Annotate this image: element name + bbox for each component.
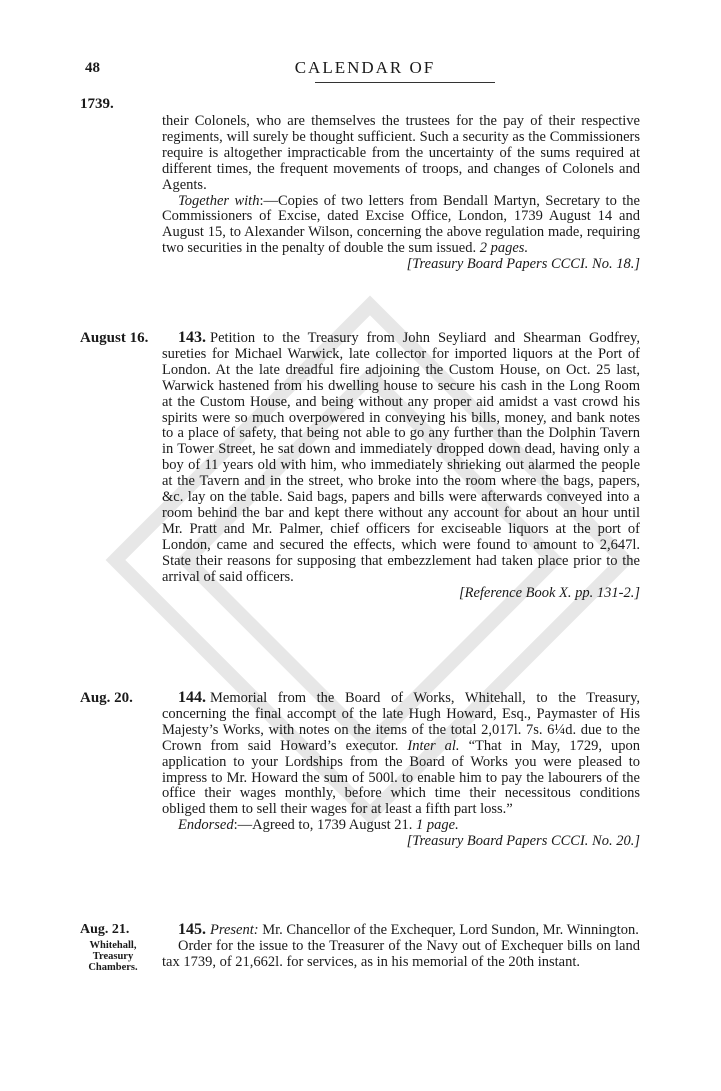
together-with-note <box>162 194 640 258</box>
place-line: Chambers. <box>88 962 138 973</box>
together-label: Together with <box>178 192 260 209</box>
endorsed-text: :—Agreed to, 1739 August 21. <box>233 817 413 834</box>
entry-145 <box>162 922 640 971</box>
running-head: CALENDAR OF <box>294 58 436 77</box>
entry-paragraph <box>162 922 640 939</box>
entry-continuation <box>162 114 640 273</box>
place-line: Treasury <box>92 951 134 962</box>
present-text: Mr. Chancellor of the Exchequer, Lord Sundon, Mr. Winnington. <box>262 922 639 938</box>
reference: [Treasury Board Papers CCCI. No. 20.] <box>406 833 640 850</box>
entry-date: Aug. 20. <box>80 690 133 706</box>
entry-143 <box>162 330 640 601</box>
entry-paragraph <box>162 330 640 586</box>
entry-text: Petition to the Treasury from John Seyliard and Shearman Godfrey, sureties for Michael Warwick, late collector for imported liquors at the Port of London. At the late dreadful fire adjoining the Custom House, on Oct. 25 last, Warwick hastened from his dwelling house to secure his cash in the Long Room at the Custom House, and being without any proper aid amidst a vast crowd his spirits were so much overpowered in conveying his bills, money, and bank notes to a place of safety, that being not able to go any further than the Dolphin Tavern in Tower Street, he sat down and immediately dropped down dead, having only a boy of 11 years old with him, who immediately shrieking out alarmed the people at the Tavern and in the street, who broke into the room where the bags, papers, &c. lay on the table. Said bags, papers and bills were afterwards conveyed into a room behind the bar and kept there without any account for about an hour until Mr. Pratt and Mr. Palmer, chief officers for exciseable liquors at the port of London, came and secured the effects, which were found to amount to 2,647l. State their reasons for supposing that embezzlement had taken place prior to the arrival of said officers. <box>162 330 640 585</box>
inter-al-label: Inter al. <box>407 737 460 754</box>
place-line: Whitehall, <box>89 940 137 951</box>
page-header <box>85 60 645 84</box>
entry-date: Aug. 21. <box>80 922 130 937</box>
entry-144 <box>162 690 640 850</box>
entry-text: their Colonels, who are themselves the trustees for the pay of their respective regiments, will surely be thought sufficient. Such a security as the Commissioners require is altogether impracticable from the uncertainty of the sums required at different times, the frequent movements of troops, and changes of Colonels and Agents. <box>162 113 640 193</box>
endorsed-note <box>162 818 640 834</box>
entry-number: 144. <box>178 689 206 706</box>
reference: [Treasury Board Papers CCCI. No. 18.] <box>406 256 640 273</box>
entry-number: 143. <box>178 329 206 346</box>
pages-count: 1 page. <box>416 817 459 834</box>
header-rule <box>315 82 495 83</box>
order-text: Order for the issue to the Treasurer of the Navy out of Exchequer bills on land tax 1739, of 21,662l. for services, as in his memorial of the 20th instant. <box>162 937 640 970</box>
endorsed-label: Endorsed <box>178 817 234 834</box>
entry-text-b: “That in May, 1729, upon application to your Lordships from the Board of Works you were pleased to impress to Mr. Howard the sum of 500l. to enable him to pay the labourers of the office their wages monthly, before which time their necessitous conditions obliged them to sell their wages for at least a fifth part loss.” <box>162 737 641 818</box>
present-label: Present: <box>210 922 259 938</box>
pages-count: 2 pages. <box>479 240 529 257</box>
entry-paragraph <box>162 690 640 818</box>
entry-date: August 16. <box>80 330 149 346</box>
entry-text-a: Memorial from the Board of Works, Whitehall, to the Treasury, concerning the final accompt of the late Hugh Howard, Esq., Paymaster of His Majesty’s Works, with notes on the items of the total 2,017l. 7s. 6¼d. due to the Crown from said Howard’s executor. <box>162 690 640 754</box>
reference: [Reference Book X. pp. 131-2.] <box>458 584 640 601</box>
entry-place <box>78 940 148 973</box>
entry-number: 145. <box>178 921 206 938</box>
together-text: :—Copies of two letters from Bendall Martyn, Secretary to the Commissioners of Excise, dated Excise Office, London, 1739 August 14 and August 15, to Alexander Wilson, concerning the above regulation made, requiring two securities in the penalty of double the sum issued. <box>162 192 640 257</box>
entry-date: 1739. <box>80 96 114 112</box>
page-number: 48 <box>85 60 100 76</box>
